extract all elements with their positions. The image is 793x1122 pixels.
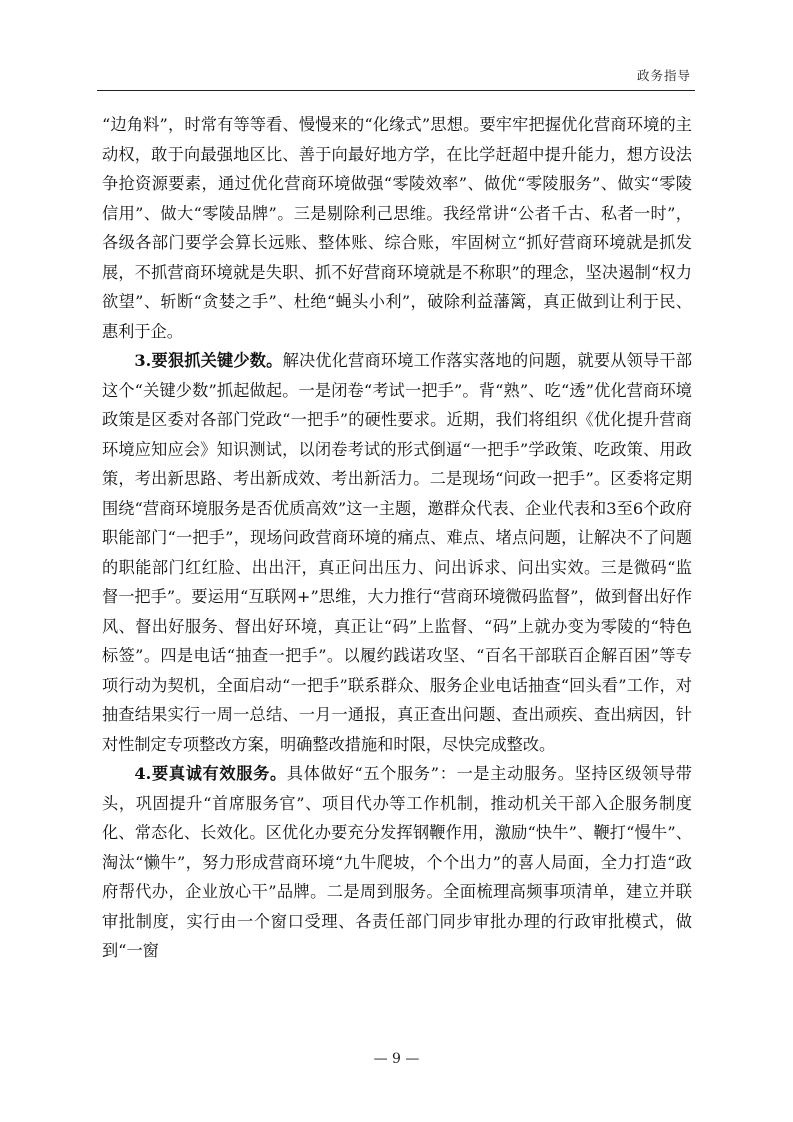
paragraph-lead: 4.要真诚有效服务。 [134,764,287,783]
paragraph-lead: 3.要狠抓关键少数。 [134,351,283,370]
paragraph-text: 解决优化营商环境工作落实落地的问题，就要从领导干部这个“关键少数”抓起做起。一是闭卷“考试一把手”。背“熟”、吃“透”优化营商环境政策是区委对各部门党政“一把手”的硬性要求。近期，我们将组织《优化提升营商环境应知应会》知识测试，以闭卷考试的形式倒逼“一把手”学政策、吃政策、用政策，考出新思路、考出新成效、考出新活力。二是现场“问政一把手”。区委将定期围绕“营商环境服务是否优质高效”这一主题，邀群众代表、企业代表和3至6个政府职能部门“一把手”，现场问政营商环境的痛点、难点、堵点问题，让解决不了问题的职能部门红红脸、出出汗，真正问出压力、问出诉求、问出实效。三是微码“监督一把手”。要运用“互联网+”思维，大力推行“营商环境微码监督”，做到督出好作风、督出好服务、督出好环境，真正让“码”上监督、“码”上就办变为零陵的“特色标签”。四是电话“抽查一把手”。以履约践诺攻坚、“百名干部联百企解百困”等专项行动为契机，全面启动“一把手”联系群众、服务企业电话抽查“回头看”工作，对抽查结果实行一周一总结、一月一通报，真正查出问题、查出顽疾、查出病因，针对性制定专项整改方案，明确整改措施和时限，尽快完成整改。 [102,351,693,754]
header-section-label: 政务指导 [636,68,691,83]
page-number: — 9 — [373,1051,420,1067]
paragraph-key-minority [102,346,692,759]
paragraph-text: 具体做好“五个服务”：一是主动服务。坚持区级领导带头，巩固提升“首席服务官”、项目代办等工作机制，推动机关干部入企服务制度化、常态化、长效化。区优化办要充分发挥钢鞭作用，激励“快牛”、鞭打“慢牛”、淘汰“懒牛”，努力形成营商环境“九牛爬坡，个个出力”的喜人局面，全力打造“政府帮代办，企业放心干”品牌。二是周到服务。全面梳理高频事项清单，建立并联审批制度，实行由一个窗口受理、各责任部门同步审批办理的行政审批模式，做到“一窗 [102,764,692,960]
paragraph-text: “边角料”，时常有等等看、慢慢来的“化缘式”思想。要牢牢把握优化营商环境的主动权，敢于向最强地区比、善于向最好地方学，在比学赶超中提升能力，想方设法争抢资源要素，通过优化营商环境做强“零陵效率”、做优“零陵服务”、做实“零陵信用”、做大“零陵品牌”。三是剔除利己思维。我经常讲“公者千古、私者一时”，各级各部门要学会算长远账、整体账、综合账，牢固树立“抓好营商环境就是抓发展，不抓营商环境就是失职、抓不好营商环境就是不称职”的理念，坚决遏制“权力欲望”、斩断“贪婪之手”、杜绝“蝇头小利”，破除利益藩篱，真正做到让利于民、惠利于企。 [102,115,692,341]
header-divider [97,90,695,91]
document-body [102,110,692,966]
paragraph-effective-service [102,759,692,966]
paragraph-continuation [102,110,692,346]
